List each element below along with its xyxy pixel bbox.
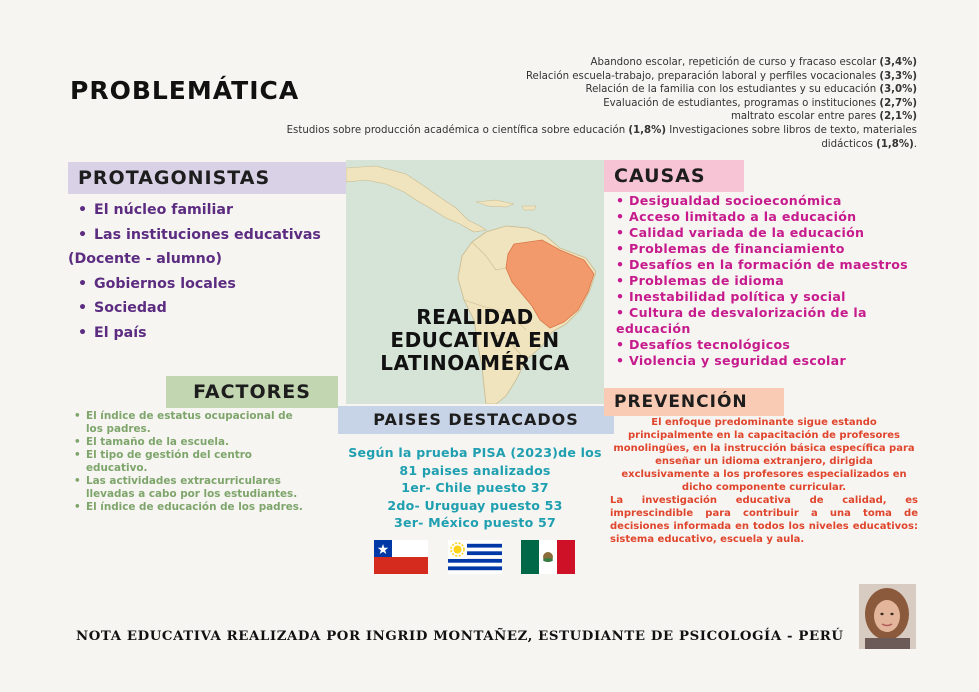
main-title-line: LATINOAMÉRICA — [380, 351, 570, 375]
list-item: • Cultura de desvalorización de la educación — [616, 305, 867, 336]
factores-header: FACTORES — [166, 376, 338, 408]
paises-line: Según la prueba PISA (2023)de los — [348, 445, 602, 460]
paises-line: 1er- Chile puesto 37 — [401, 480, 549, 495]
chile-flag-icon — [374, 540, 428, 574]
paises-line: 3er- México puesto 57 — [394, 515, 556, 530]
main-title — [346, 306, 604, 375]
list-item: • El índice de estatus ocupacional de los padres. — [74, 410, 293, 435]
list-item: • El país — [78, 324, 147, 341]
list-item: • Problemas de idioma — [616, 273, 785, 288]
causas-header: CAUSAS — [604, 160, 744, 192]
list-item: • El tamaño de la escuela. — [74, 436, 229, 448]
list-item: • El núcleo familiar — [78, 202, 233, 218]
author-avatar — [859, 584, 916, 649]
problem-item: Evaluación de estudiantes, programas o instituciones (2,7%) — [603, 97, 917, 109]
protagonistas-note: (Docente - alumno) — [68, 251, 222, 267]
list-item: • Calidad variada de la educación — [616, 225, 865, 240]
causas-list — [616, 193, 916, 369]
protagonistas-list — [68, 198, 346, 345]
list-item: • Desafíos en la formación de maestros — [616, 257, 908, 272]
list-item: • Desigualdad socioeconómica — [616, 193, 842, 208]
prevencion-paragraph: El enfoque predominante sigue estando principalmente en la capacitación de profesores monolingües, en la instrucción básica específica para enseñar un idioma extranjero, dirigida exclusivamente a los profesores especializados en dicho componente curricular. — [613, 417, 915, 493]
person-photo-icon — [859, 584, 916, 649]
prevencion-text — [610, 416, 918, 546]
factores-list — [74, 410, 304, 514]
paises-line: 81 paises analizados — [399, 462, 551, 478]
main-title-line: EDUCATIVA EN — [390, 328, 560, 352]
prevencion-header: PREVENCIÓN — [604, 388, 784, 416]
problem-item: maltrato escolar entre pares (2,1%) — [730, 111, 917, 123]
problem-item: Estudios sobre producción académica o científica sobre educación (1,8%) Investigaciones sobre libros de texto, materiales — [286, 124, 917, 136]
main-title-line: REALIDAD — [416, 305, 534, 329]
mexico-flag-icon — [521, 540, 575, 574]
paises-line: 2do- Uruguay puesto 53 — [387, 497, 563, 513]
list-item: • Sociedad — [78, 300, 167, 316]
paises-text — [330, 444, 620, 532]
page-title: PROBLEMÁTICA — [70, 76, 300, 105]
footer-note: NOTA EDUCATIVA REALIZADA POR INGRID MONTAÑEZ, ESTUDIANTE DE PSICOLOGÍA - PERÚ — [76, 629, 844, 644]
uruguay-flag-icon — [448, 540, 502, 574]
prevencion-paragraph: La investigación educativa de calidad, es imprescindible para contribuir a una toma de decisiones informada en todos los niveles educativos: sistema educativo, escuela y aula. — [610, 495, 918, 545]
list-item: • Gobiernos locales — [78, 275, 236, 292]
protagonistas-header: PROTAGONISTAS — [68, 162, 346, 194]
list-item: • El índice de educación de los padres. — [74, 501, 303, 513]
list-item: • Las actividades extracurriculares llevadas a cabo por los estudiantes. — [74, 475, 298, 500]
problems-list — [97, 56, 917, 151]
list-item: • El tipo de gestión del centro educativo. — [74, 449, 252, 474]
problem-item: Relación de la familia con los estudiantes y su educación (3,0%) — [585, 84, 917, 96]
list-item: • Inestabilidad política y social — [616, 289, 846, 304]
list-item: • Las instituciones educativas — [78, 226, 321, 243]
list-item: • Problemas de financiamiento — [616, 241, 845, 256]
problem-item: Relación escuela-trabajo, preparación laboral y perfiles vocacionales (3,3%) — [525, 70, 917, 82]
paises-header: PAISES DESTACADOS — [338, 406, 614, 434]
list-item: • Violencia y seguridad escolar — [616, 353, 846, 368]
list-item: • Desafíos tecnológicos — [616, 337, 791, 352]
list-item: • Acceso limitado a la educación — [616, 209, 857, 224]
problem-item: didácticos (1,8%). — [821, 138, 917, 150]
problem-item: Abandono escolar, repetición de curso y fracaso escolar (3,4%) — [590, 57, 917, 68]
